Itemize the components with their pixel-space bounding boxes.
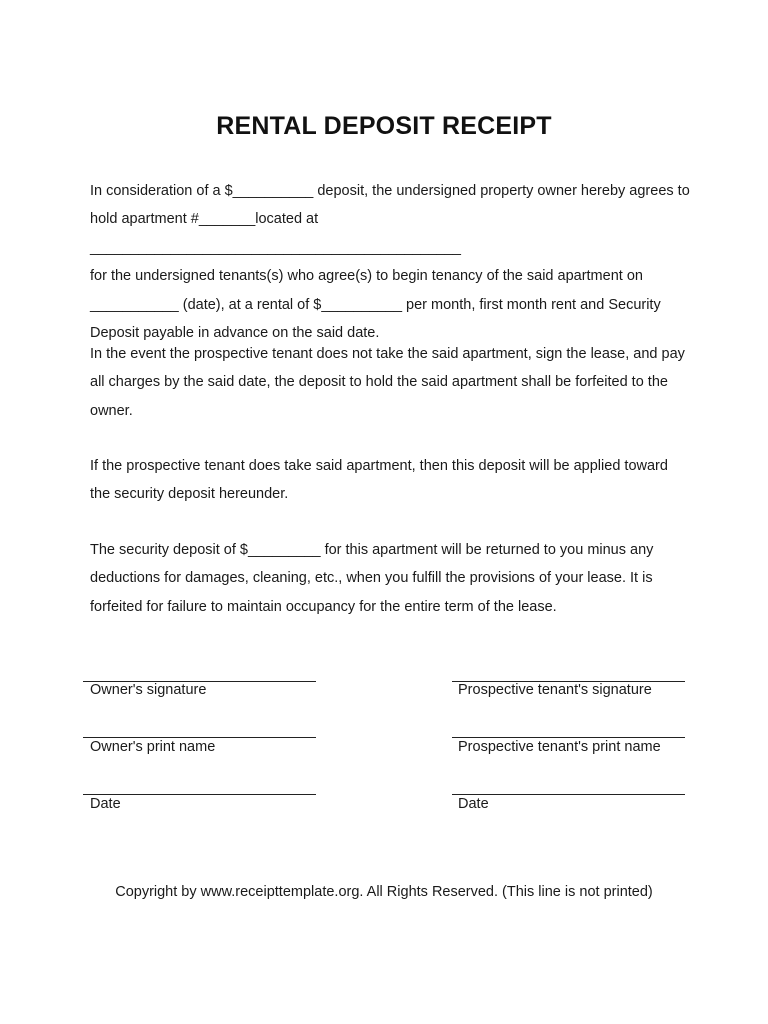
- tenant-signature-label: Prospective tenant's signature: [458, 682, 652, 698]
- owner-date-label: Date: [90, 796, 121, 812]
- paragraph-forfeit-terms: In the event the prospective tenant does not take the said apartment, sign the lease, and pay all charges by the said date, the deposit to hold the said apartment shall be forfeited to the owner.: [90, 346, 685, 419]
- owner-print-name-line: [83, 737, 316, 738]
- tenant-print-name-label: Prospective tenant's print name: [458, 739, 661, 755]
- tenant-date-label: Date: [458, 796, 489, 812]
- paragraph-security-deposit: The security deposit of $_________ for this apartment will be returned to you minus any deductions for damages, cleaning, etc., when you fulfill the provisions of your lease. It is forfeited for failure to maintain occupancy for the entire term of the lease.: [90, 542, 654, 615]
- tenant-date-line: [452, 794, 685, 795]
- paragraph-deposit-terms: In consideration of a $__________ deposit, the undersigned property owner hereby agrees to hold apartment #_______located at ______________________________________________ for the undersigned tenants(s) who agree(s) to begin tenancy of the said apartment on ___________ (date), at a rental of $__________ per month, first month rent and Security Deposit payable in advance on the said date.: [90, 183, 690, 342]
- owner-print-name-label: Owner's print name: [90, 739, 216, 755]
- tenant-print-name-line: [452, 737, 685, 738]
- owner-signature-label: Owner's signature: [90, 682, 207, 698]
- document-title: RENTAL DEPOSIT RECEIPT: [216, 112, 552, 140]
- owner-date-line: [83, 794, 316, 795]
- paragraph-applied-deposit: If the prospective tenant does take said apartment, then this deposit will be applied toward the security deposit hereunder.: [90, 458, 668, 503]
- copyright-footer: Copyright by www.receipttemplate.org. All Rights Reserved. (This line is not printed): [115, 884, 653, 900]
